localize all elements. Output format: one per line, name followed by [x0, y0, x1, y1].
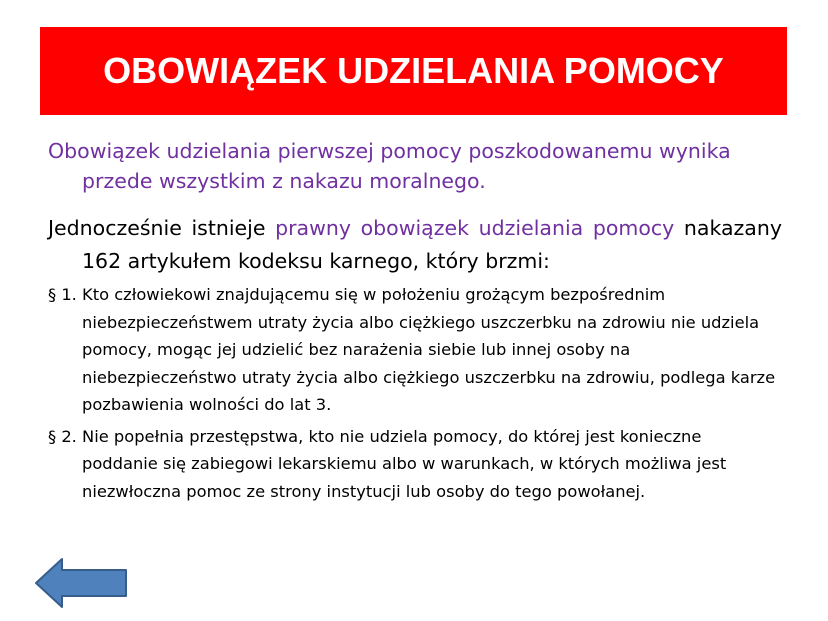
back-arrow-shape[interactable] — [36, 559, 126, 607]
back-arrow-icon[interactable] — [34, 557, 130, 609]
law-paragraph-2: § 2. Nie popełnia przestępstwa, kto nie udziela pomocy, do której jest konieczne poddanie się zabiegowi lekarskiemu albo w warunkach, w których możliwa jest niezwłoczna pomoc ze strony instytucji lub osoby do tego powołanej. — [48, 426, 727, 501]
law-paragraph-1: § 1. Kto człowiekowi znajdującemu się w położeniu grożącym bezpośrednim niebezpieczeństwem utraty życia albo ciężkiego uszczerbku na zdrowiu nie udziela pomocy, mogąc jej udzielić bez narażenia siebie lub innej osoby na niebezpieczeństwo utraty życia albo ciężkiego uszczerbku na zdrowiu, podlega karze pozbawienia wolności do lat 3. — [48, 285, 776, 414]
slide-content — [48, 136, 782, 505]
intro-paragraph: Obowiązek udzielania pierwszej pomocy poszkodowanemu wynika przede wszystkim z nakazu moralnego. — [48, 139, 731, 193]
page-title: OBOWIĄZEK UDZIELANIA POMOCY — [103, 50, 724, 91]
legal-duty-lead: Jednocześnie istnieje — [48, 216, 276, 240]
legal-duty-highlight: prawny obowiązek udzielania pomocy — [275, 216, 675, 240]
legal-duty-tail: nakazany 162 artykułem kodeksu karnego, który brzmi: — [82, 216, 782, 273]
title-banner — [40, 27, 787, 115]
legal-duty-paragraph — [48, 212, 782, 278]
